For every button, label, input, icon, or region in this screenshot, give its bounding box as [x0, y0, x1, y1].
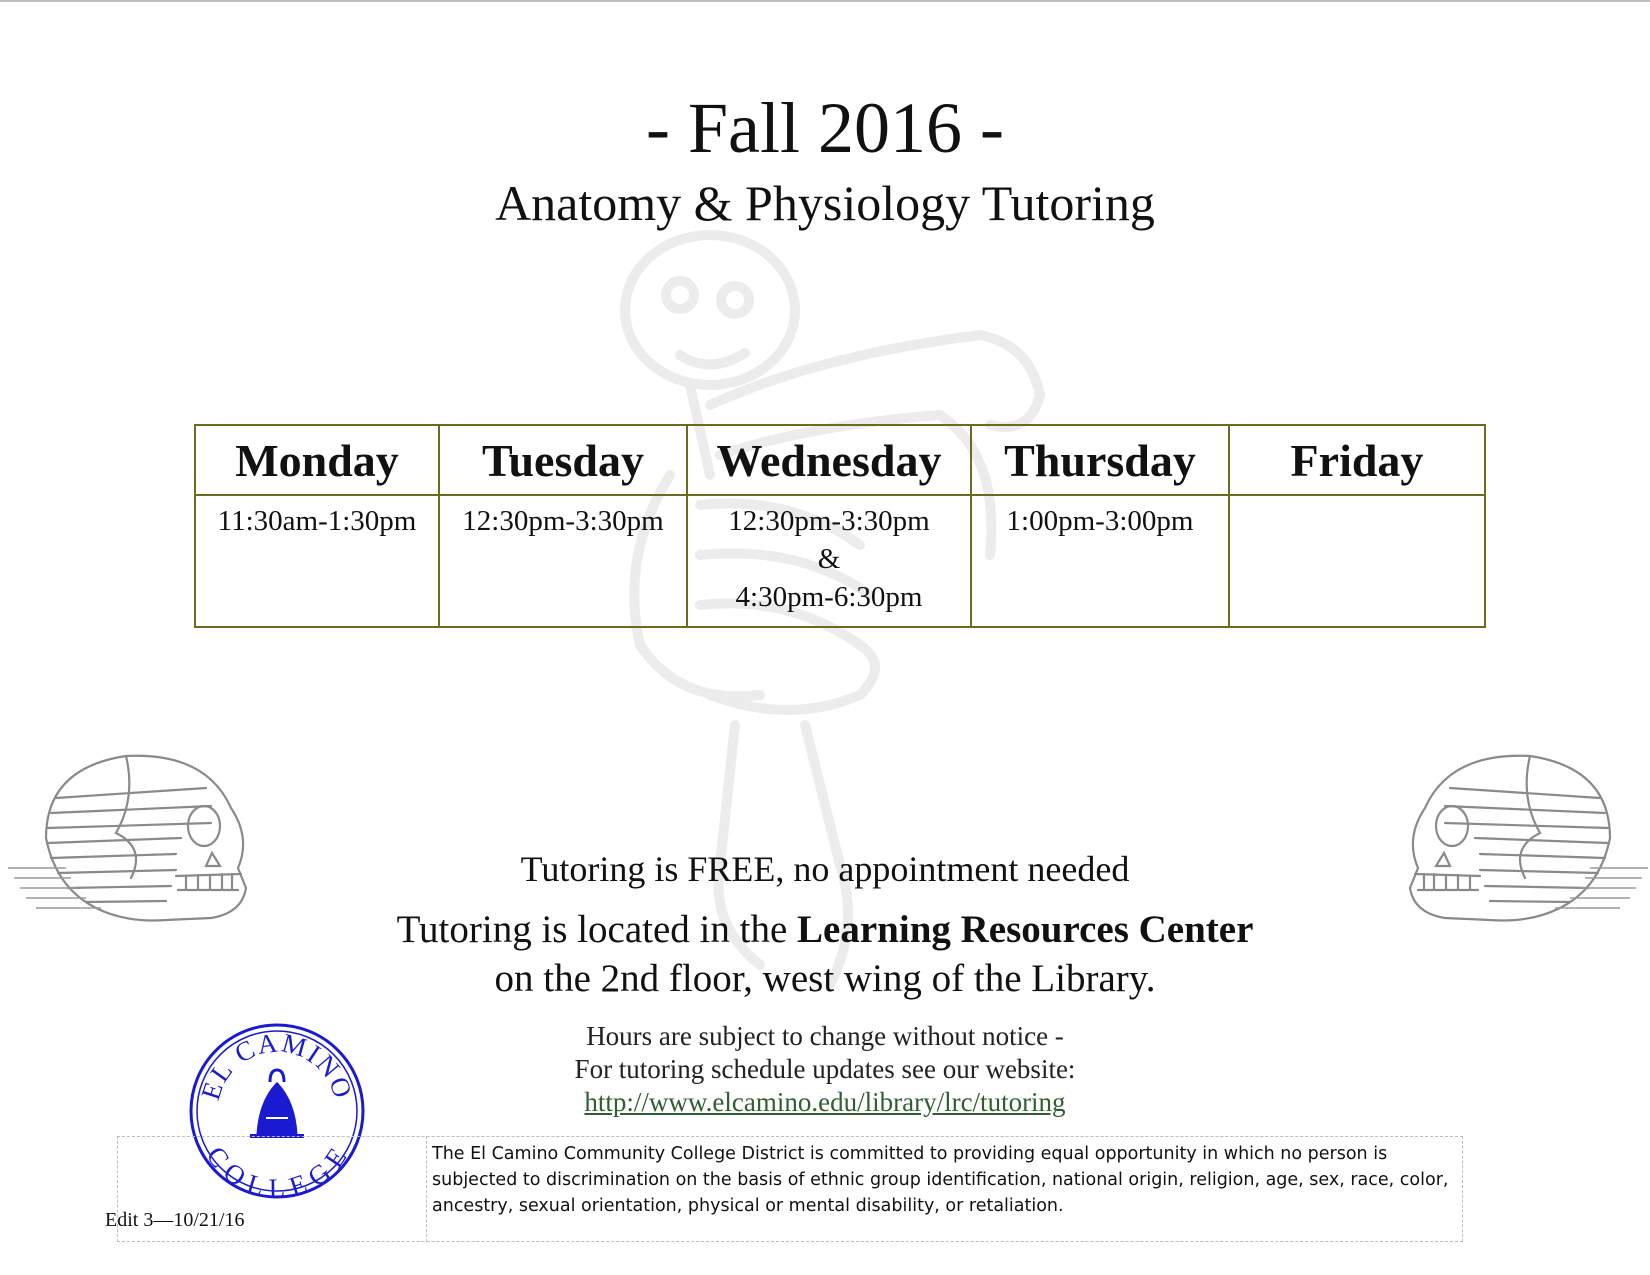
- logo-bottom-text: COLLEGE: [200, 1140, 354, 1200]
- time-slot: 12:30pm-3:30pm: [728, 505, 930, 537]
- day-header-thursday: Thursday: [971, 425, 1229, 495]
- edit-note: Edit 3—10/21/16: [105, 1209, 245, 1231]
- location-line-1: [0, 905, 1650, 954]
- day-header-wednesday: Wednesday: [687, 425, 971, 495]
- time-cell-tuesday: [439, 495, 687, 627]
- page-top-rule: [0, 0, 1650, 2]
- location-prefix: Tutoring is located in the: [396, 908, 798, 951]
- time-slot-separator: &: [817, 543, 841, 575]
- hours-line-2: For tutoring schedule updates see our website:: [574, 1054, 1076, 1084]
- location-info: [0, 905, 1650, 1003]
- day-header-tuesday: Tuesday: [439, 425, 687, 495]
- time-slot: 1:00pm-3:00pm: [1006, 505, 1194, 537]
- time-cell-thursday: [971, 495, 1229, 627]
- hours-line-1: Hours are subject to change without notice -: [586, 1021, 1064, 1051]
- page-subtitle: Anatomy & Physiology Tutoring: [495, 175, 1155, 231]
- tutoring-schedule-table: [194, 424, 1486, 628]
- location-name: Learning Resources Center: [797, 908, 1254, 951]
- free-tutoring-note: Tutoring is FREE, no appointment needed: [520, 849, 1130, 889]
- schedule-times-row: [195, 495, 1485, 627]
- page-title: - Fall 2016 -: [646, 88, 1004, 168]
- equal-opportunity-disclaimer: The El Camino Community College District is committed to providing equal opportunity in which no person is subjected to discrimination on the basis of ethnic group identification, national origin, religion, age, sex, race, color, ancestry, sexual orientation, physical or mental disability, or retaliation.: [432, 1144, 1449, 1216]
- time-cell-friday: [1229, 495, 1485, 627]
- tutoring-website-link[interactable]: http://www.elcamino.edu/library/lrc/tutoring: [584, 1087, 1066, 1117]
- logo-top-text: EL CAMINO: [195, 1027, 359, 1104]
- day-header-friday: Friday: [1229, 425, 1485, 495]
- location-line-2: on the 2nd floor, west wing of the Library.: [494, 957, 1156, 1000]
- schedule-header-row: [195, 425, 1485, 495]
- day-header-monday: Monday: [195, 425, 439, 495]
- footer-divider: [426, 1136, 427, 1242]
- time-cell-monday: [195, 495, 439, 627]
- time-slot: 11:30am-1:30pm: [217, 505, 417, 537]
- time-cell-wednesday: [687, 495, 971, 627]
- time-slot: 12:30pm-3:30pm: [462, 505, 664, 537]
- bell-icon: [250, 1070, 304, 1136]
- time-slot: 4:30pm-6:30pm: [735, 581, 923, 613]
